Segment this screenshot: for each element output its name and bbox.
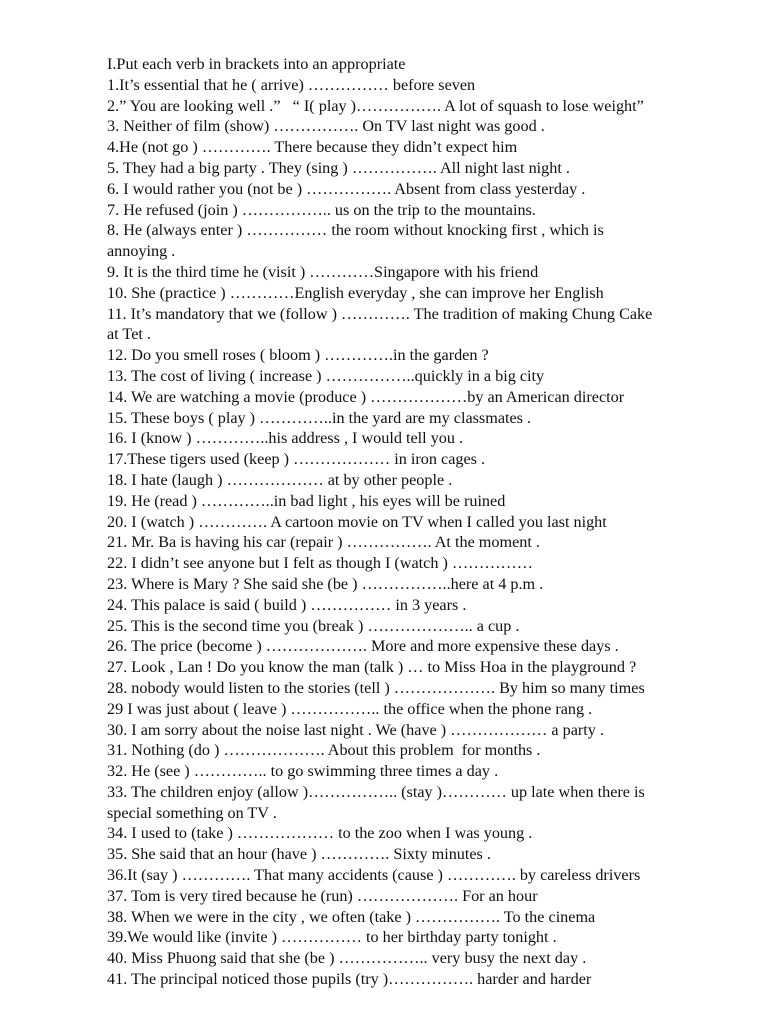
exercise-line: 33. The children enjoy (allow )…………….. (stay )………… up late when there is <box>107 782 645 801</box>
exercise-line: 27. Look , Lan ! Do you know the man (talk ) … to Miss Hoa in the playground ? <box>107 658 637 677</box>
exercise-line: 35. She said that an hour (have ) …………. Sixty minutes . <box>107 845 491 864</box>
exercise-line: annoying . <box>107 242 176 261</box>
exercise-line: at Tet . <box>107 325 151 344</box>
exercise-line: 14. We are watching a movie (produce ) ………………by an American director <box>107 387 625 406</box>
exercise-line: 31. Nothing (do ) ………………. About this problem for months . <box>107 741 541 760</box>
exercise-line: 34. I used to (take ) ……………… to the zoo when I was young . <box>107 824 533 843</box>
exercise-line: 10. She (practice ) …………English everyday , she can improve her English <box>107 283 604 302</box>
exercise-line: 39.We would like (invite ) …………… to her birthday party tonight . <box>107 928 557 947</box>
exercise-line: 3. Neither of film (show) ……………. On TV last night was good . <box>107 117 545 136</box>
exercise-line: 13. The cost of living ( increase ) ……………..quickly in a big city <box>107 366 545 385</box>
exercise-line: 30. I am sorry about the noise last night . We (have ) ……………… a party . <box>107 720 604 739</box>
exercise-line: 36.It (say ) …………. That many accidents (cause ) …………. by careless drivers <box>107 866 641 885</box>
exercise-line: 9. It is the third time he (visit ) …………Singapore with his friend <box>107 262 539 281</box>
exercise-line: 26. The price (become ) ………………. More and more expensive these days . <box>107 637 619 656</box>
exercise-line: special something on TV . <box>107 803 277 822</box>
exercise-line: 38. When we were in the city , we often (take ) ……………. To the cinema <box>107 907 596 926</box>
exercise-list <box>107 75 707 990</box>
exercise-line: 21. Mr. Ba is having his car (repair ) ……………. At the moment . <box>107 533 540 552</box>
exercise-line: 8. He (always enter ) …………… the room without knocking first , which is <box>107 221 604 240</box>
exercise-line: 2.” You are looking well .” “ I( play )……………. A lot of squash to lose weight” <box>107 96 644 115</box>
exercise-line: 7. He refused (join ) …………….. us on the trip to the mountains. <box>107 200 536 219</box>
exercise-heading: I.Put each verb in brackets into an appropriate <box>107 55 406 73</box>
exercise-line: 17.These tigers used (keep ) ……………… in iron cages . <box>107 450 486 469</box>
exercise-line: 25. This is the second time you (break ) ……………….. a cup . <box>107 616 520 635</box>
exercise-line: 16. I (know ) …………..his address , I would tell you . <box>107 429 464 448</box>
exercise-line: 32. He (see ) ………….. to go swimming three times a day . <box>107 762 499 781</box>
exercise-line: 40. Miss Phuong said that she (be ) …………….. very busy the next day . <box>107 949 587 968</box>
exercise-text <box>107 54 707 990</box>
exercise-line: 6. I would rather you (not be ) ……………. Absent from class yesterday . <box>107 179 586 198</box>
exercise-line: 18. I hate (laugh ) ……………… at by other people . <box>107 470 453 489</box>
exercise-line: 12. Do you smell roses ( bloom ) ………….in the garden ? <box>107 346 489 365</box>
exercise-line: 5. They had a big party . They (sing ) ……………. All night last night . <box>107 158 570 177</box>
exercise-line: 23. Where is Mary ? She said she (be ) ……………..here at 4 p.m . <box>107 574 544 593</box>
exercise-line: 24. This palace is said ( build ) …………… in 3 years . <box>107 595 467 614</box>
exercise-line: 29 I was just about ( leave ) …………….. the office when the phone rang . <box>107 699 593 718</box>
exercise-line: 15. These boys ( play ) …………..in the yard are my classmates . <box>107 408 532 427</box>
exercise-line: 20. I (watch ) …………. A cartoon movie on TV when I called you last night <box>107 512 607 531</box>
exercise-line: 19. He (read ) …………..in bad light , his eyes will be ruined <box>107 491 506 510</box>
exercise-line: 37. Tom is very tired because he (run) ………………. For an hour <box>107 886 538 905</box>
exercise-line: 1.It’s essential that he ( arrive) …………… before seven <box>107 75 476 94</box>
exercise-line: 4.He (not go ) …………. There because they didn’t expect him <box>107 138 518 157</box>
exercise-line: 22. I didn’t see anyone but I felt as though I (watch ) …………… <box>107 554 533 573</box>
exercise-line: 11. It’s mandatory that we (follow ) …………. The tradition of making Chung Cake <box>107 304 653 323</box>
exercise-line: 41. The principal noticed those pupils (try )……………. harder and harder <box>107 970 592 989</box>
exercise-line: 28. nobody would listen to the stories (tell ) ………………. By him so many times <box>107 678 645 697</box>
